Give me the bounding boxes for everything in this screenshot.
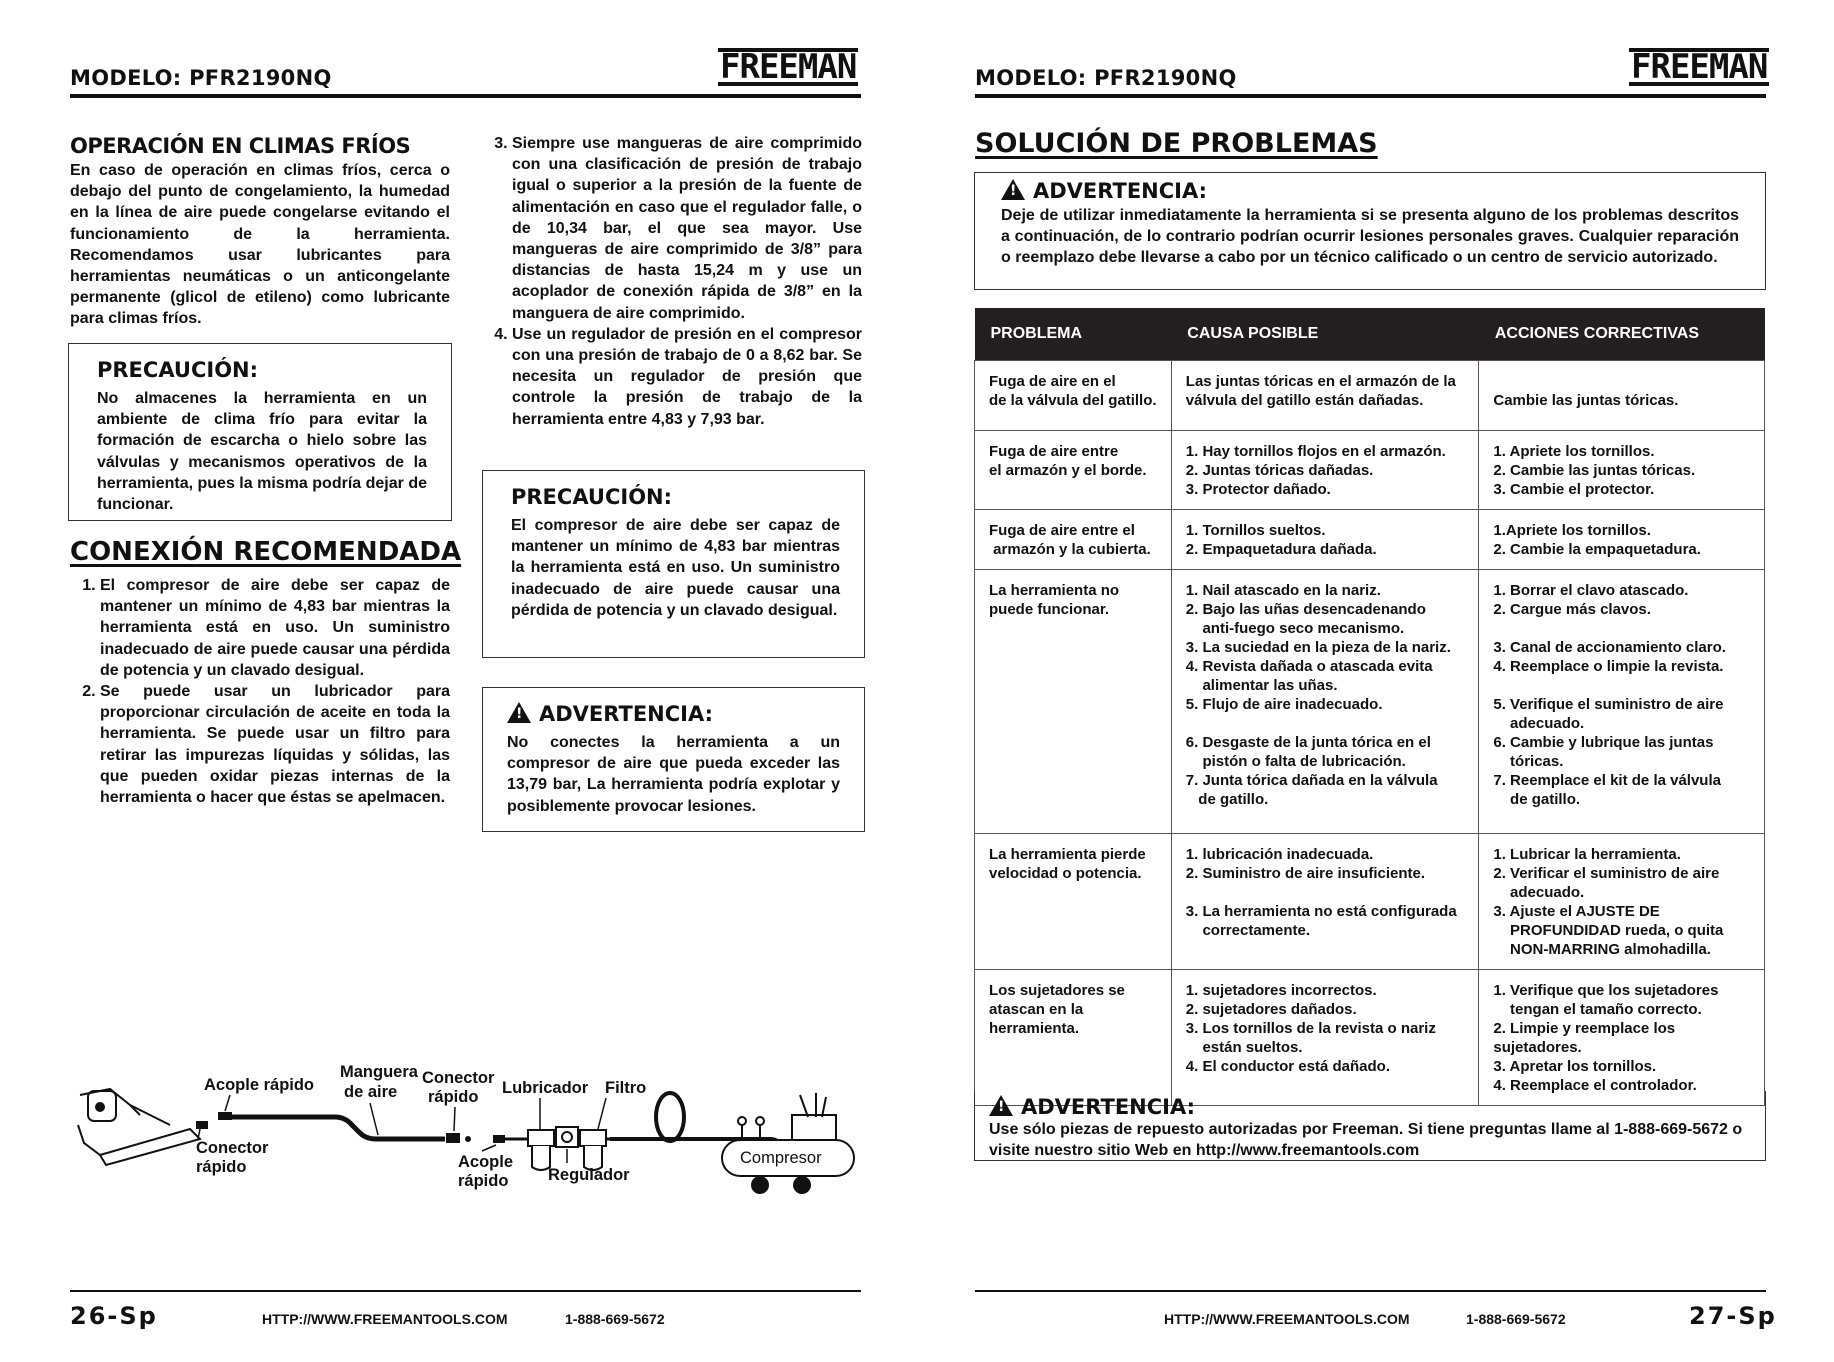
list-item: 4. Use un regulador de presión en el compresor con una presión de trabajo de 0 a 8,62 bar. Se necesita un regulador de presión que controle la presión de trabajo de la herramienta entre 4,83 y 7,93 bar.: [512, 324, 862, 430]
caution-text: No almacenes la herramienta en un ambiente de clima frío para evitar la formación de escarcha o hielo sobre las válvulas y mecanismos operativos de la herramienta, pues la misma podría dejar de funcionar.: [97, 390, 427, 514]
list-item: 2. Se puede usar un lubricador para proporcionar circulación de aceite en toda la herramienta. Se puede usar un filtro para retirar las impurezas líquidas y sólidas, las que pueden oxidar piezas internas de la herramienta o hacer que éstas se apelmacen.: [100, 681, 450, 808]
cell-causa: 1. sujetadores incorrectos. 2. sujetadores dañados. 3. Los tornillos de la revista o nariz están sueltos. 4. El conductor está dañado.: [1185, 982, 1436, 1075]
hose-coil: [656, 1093, 684, 1141]
cell-accion: Cambie las juntas tóricas.: [1493, 392, 1679, 409]
warning-icon: [507, 702, 531, 723]
label-de-aire: de aire: [344, 1083, 398, 1101]
freeman-logo: FREEMAN: [720, 47, 857, 87]
air-hose: [232, 1117, 445, 1139]
cell-causa: Las juntas tóricas en el armazón de la válvula del gatillo están dañadas.: [1185, 373, 1456, 409]
lubricator-icon: [528, 1130, 554, 1170]
list-item: 3. Siempre use mangueras de aire comprimido con una clasificación de presión de trabajo igual o superior a la presión de la fuente de alimentación en caso que el regulador falle, o de 10,34 bar, el que sea mayor. Use mangueras de aire comprimido de 3/8” para distancias de hasta 15,24 m y use un acoplador de conexión rápida de 3/8” en la manguera de aire comprimido.: [512, 133, 862, 324]
warning-box-top: [974, 172, 1766, 290]
cell-problema: La herramienta no puede funcionar.: [989, 582, 1120, 618]
label-filtro: Filtro: [605, 1079, 647, 1097]
cell-accion: 1. Verifique que los sujetadores tengan el tamaño correcto. 2. Limpie y reemplace los sujetadores. 3. Apretar los tornillos. 4. Reemplace el controlador.: [1493, 982, 1719, 1094]
filter-icon: [580, 1130, 606, 1170]
table-row: [975, 510, 1765, 570]
cell-problema: Los sujetadores se atascan en la herramienta.: [989, 982, 1125, 1037]
cold-weather-text: En caso de operación en climas fríos, cerca o debajo del punto de congelamiento, la humedad en la línea de aire puede congelarse evitando el funcionamiento de la herramienta. Recomendamos usar lubricantes para herramientas neumáticas o un anticongelante permanente (glicol de etileno) como lubricante para climas fríos.: [70, 162, 450, 328]
cell-accion: 1.Apriete los tornillos. 2. Cambie la empaquetadura.: [1493, 522, 1701, 558]
table-row: [975, 570, 1765, 834]
table-row: [975, 970, 1765, 1106]
model-header: MODELO: PFR2190NQ: [975, 66, 1237, 90]
cold-weather-title: OPERACIÓN EN CLIMAS FRÍOS: [70, 134, 411, 158]
cell-causa: 1. lubricación inadecuada. 2. Suministro de aire insuficiente. 3. La herramienta no está configurada correctamente.: [1185, 846, 1457, 939]
cell-problema: Fuga de aire en el de la válvula del gatillo.: [989, 373, 1157, 409]
cell-problema: Fuga de aire entre el armazón y el borde.: [989, 443, 1147, 479]
cell-problema: La herramienta pierde velocidad o potencia.: [989, 846, 1146, 882]
cell-problema: Fuga de aire entre el armazón y la cubierta.: [989, 522, 1151, 558]
right-page: [917, 0, 1834, 1362]
list-item: 1. El compresor de aire debe ser capaz de mantener un mínimo de 4,83 bar mientras la herramienta está en uso. Un suministro inadecuado de aire puede causar una pérdida de potencia y un clavado desigual.: [100, 575, 450, 681]
warning-box: [482, 687, 865, 832]
cell-causa: 1. Nail atascado en la nariz. 2. Bajo las uñas desencadenando anti-fuego seco mecanismo. 3. La suciedad en la pieza de la nariz. 4. Revista dañada o atascada evita alimentar las uñas. 5. Flujo de aire inadecuado. 6. Desgaste de la junta tórica en el pistón o falta de lubricación. 7. Junta tórica dañada en la válvula de gatillo.: [1185, 582, 1451, 808]
page-number: 27-Sp: [1689, 1302, 1777, 1330]
footer-phone: 1-888-669-5672: [1466, 1311, 1566, 1327]
freeman-logo: FREEMAN: [1631, 47, 1768, 87]
coupler-icon: [446, 1133, 460, 1143]
header-acciones: ACCIONES CORRECTIVAS: [1479, 308, 1765, 361]
coupler-icon: [493, 1135, 505, 1143]
caution-title: PRECAUCIÓN:: [511, 485, 673, 509]
table-row: [975, 361, 1765, 431]
recommended-connection-title: CONEXIÓN RECOMENDADA: [70, 537, 462, 567]
table-row: [975, 431, 1765, 510]
footer-phone: 1-888-669-5672: [565, 1311, 665, 1327]
cell-causa: 1. Tornillos sueltos. 2. Empaquetadura dañada.: [1185, 522, 1377, 558]
label-rapido-top: rápido: [428, 1088, 479, 1106]
label-compresor: Compresor: [740, 1149, 822, 1167]
caution-text: El compresor de aire debe ser capaz de mantener un mínimo de 4,83 bar mientras la herramienta está en uso. Un suministro inadecuado de aire puede causar una pérdida de potencia y un clavado desigual.: [511, 517, 840, 619]
compressor-icon: [722, 1093, 854, 1193]
label-conector-bottom: Conector: [196, 1139, 269, 1157]
caution-title: PRECAUCIÓN:: [97, 358, 259, 382]
warning-box-bottom: [974, 1091, 1766, 1161]
caution-box-1: [68, 343, 452, 521]
cell-accion: 1. Apriete los tornillos. 2. Cambie las juntas tóricas. 3. Cambie el protector.: [1493, 443, 1696, 498]
footer-rule: [975, 1290, 1766, 1292]
caution-box-2: [482, 470, 865, 658]
label-conector-top: Conector: [422, 1069, 495, 1087]
warning-icon: [1001, 179, 1025, 200]
label-rapido-bottom: rápido: [196, 1158, 247, 1176]
warning-title: ADVERTENCIA:: [1033, 179, 1208, 203]
warning-icon: [989, 1095, 1013, 1116]
nailer-icon: [78, 1089, 200, 1165]
label-manguera: Manguera: [340, 1063, 418, 1081]
header-problema: PROBLEMA: [975, 308, 1172, 361]
connection-list: [70, 575, 450, 808]
cell-accion: 1. Lubricar la herramienta. 2. Verificar el suministro de aire adecuado. 3. Ajuste el AJUSTE DE PROFUNDIDAD rueda, o quita NON-MARRING almohadilla.: [1493, 846, 1724, 958]
warning-text: Deje de utilizar inmediatamente la herramienta si se presenta alguno de los problemas descritos a continuación, de lo contrario podrían ocurrir lesiones personales graves. Cualquier reparación o reemplazo debe llevarse a cabo por un técnico calificado o un centro de servicio autorizado.: [1001, 207, 1739, 266]
warning-title: ADVERTENCIA:: [1021, 1095, 1196, 1119]
coupler-icon: [218, 1112, 232, 1120]
label-regulador: Regulador: [548, 1166, 630, 1184]
regulator-icon: [556, 1127, 578, 1147]
label-acople-rapido: Acople rápido: [204, 1076, 315, 1094]
coupler-icon: [196, 1121, 208, 1129]
footer-url[interactable]: HTTP://WWW.FREEMANTOOLS.COM: [262, 1311, 508, 1327]
label-lubricador: Lubricador: [502, 1079, 589, 1097]
warning-text: Use sólo piezas de repuesto autorizadas por Freeman. Si tiene preguntas llame al 1-888-669-5672 o visite nuestro sitio Web en http://www.freemantools.com: [989, 1121, 1743, 1159]
table-row: [975, 834, 1765, 970]
troubleshooting-title: SOLUCIÓN DE PROBLEMAS: [975, 128, 1378, 159]
footer-url[interactable]: HTTP://WWW.FREEMANTOOLS.COM: [1164, 1311, 1410, 1327]
page-number: 26-Sp: [70, 1302, 158, 1330]
troubleshooting-table: [974, 308, 1765, 1106]
header-rule: [975, 94, 1766, 98]
label-acople: Acople: [458, 1153, 514, 1171]
cell-causa: 1. Hay tornillos flojos en el armazón. 2. Juntas tóricas dañadas. 3. Protector dañado.: [1185, 443, 1446, 498]
cell-accion: 1. Borrar el clavo atascado. 2. Cargue más clavos. 3. Canal de accionamiento claro. 4. Reemplace o limpie la revista. 5. Verifique el suministro de aire adecuado. 6. Cambie y lubrique las juntas tóricas. 7. Reemplace el kit de la válvula de gatillo.: [1493, 582, 1726, 808]
model-header: MODELO: PFR2190NQ: [70, 66, 332, 90]
header-causa: CAUSA POSIBLE: [1171, 308, 1479, 361]
connection-diagram: [70, 1055, 860, 1215]
label-rapido-acople: rápido: [458, 1172, 509, 1190]
header-rule: [70, 94, 861, 98]
warning-text: No conectes la herramienta a un compresor de aire que pueda exceder las 13,79 bar, La herramienta podría explotar y posiblemente provocar lesiones.: [507, 734, 840, 815]
warning-title: ADVERTENCIA:: [539, 702, 714, 726]
connection-list-continued: [482, 133, 862, 430]
footer-rule: [70, 1290, 861, 1292]
